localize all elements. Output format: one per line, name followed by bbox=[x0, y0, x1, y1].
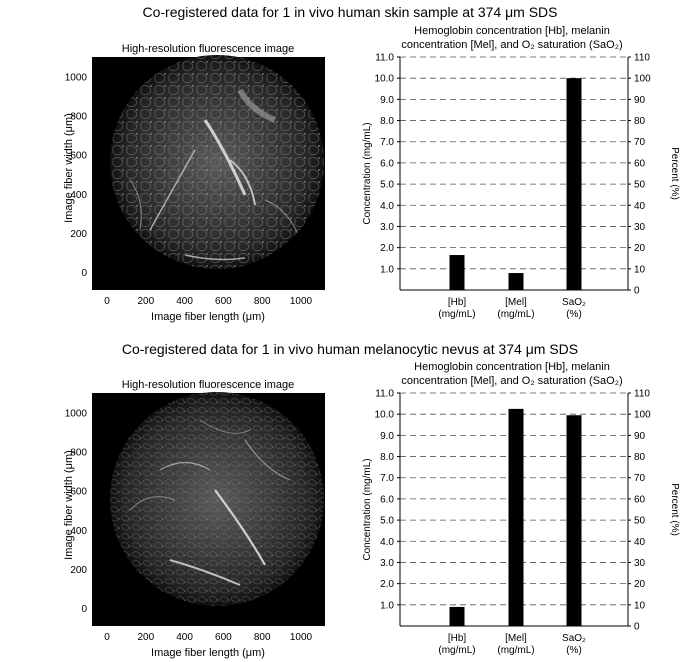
right-tick-label: 70 bbox=[634, 473, 646, 485]
left-tick-label: 5.0 bbox=[380, 179, 394, 191]
bar-0 bbox=[450, 607, 465, 626]
right-tick-label: 0 bbox=[634, 285, 640, 297]
image-2-ylabel: Image fiber width (μm) bbox=[63, 450, 75, 560]
bar-chart-2 bbox=[362, 361, 680, 656]
image-y-tick-label: 400 bbox=[70, 189, 87, 201]
image-x-tick-label: 1000 bbox=[289, 296, 313, 307]
category-label: (mg/mL) bbox=[497, 645, 535, 656]
category-label: SaO₂ bbox=[562, 633, 586, 644]
y-axis-label: Concentration (mg/mL) bbox=[362, 122, 373, 225]
y2-axis-label: Percent (%) bbox=[669, 483, 680, 536]
right-tick-label: 10 bbox=[634, 264, 646, 276]
bar-chart-1 bbox=[362, 25, 680, 320]
left-tick-label: 7.0 bbox=[380, 137, 394, 149]
left-tick-label: 11.0 bbox=[375, 52, 394, 64]
right-tick-label: 60 bbox=[634, 494, 646, 506]
image-y-tick-label: 0 bbox=[81, 268, 87, 279]
left-tick-label: 9.0 bbox=[380, 94, 394, 106]
image-2-xlabel: Image fiber length (μm) bbox=[151, 647, 265, 659]
right-tick-label: 20 bbox=[634, 243, 646, 255]
image-y-tick-label: 1000 bbox=[64, 408, 87, 420]
right-tick-label: 110 bbox=[634, 388, 650, 400]
left-tick-label: 5.0 bbox=[380, 515, 394, 527]
image-y-tick-label: 200 bbox=[70, 228, 87, 240]
category-label: [Hb] bbox=[447, 297, 467, 308]
category-label: SaO₂ bbox=[562, 297, 586, 308]
image-x-tick-label: 400 bbox=[176, 296, 193, 307]
image-x-tick-label: 200 bbox=[137, 296, 155, 307]
left-tick-label: 9.0 bbox=[380, 430, 394, 442]
image-y-tick-label: 800 bbox=[70, 111, 87, 123]
category-label: (mg/mL) bbox=[497, 309, 535, 320]
bar-1 bbox=[509, 409, 524, 626]
image-y-tick-label: 800 bbox=[70, 447, 87, 459]
right-tick-label: 110 bbox=[634, 52, 650, 64]
right-tick-label: 80 bbox=[634, 116, 646, 128]
left-tick-label: 2.0 bbox=[380, 579, 394, 591]
left-tick-label: 10.0 bbox=[374, 409, 394, 421]
left-tick-label: 1.0 bbox=[380, 600, 394, 612]
image-x-tick-label: 0 bbox=[104, 296, 110, 307]
right-tick-label: 40 bbox=[634, 536, 646, 548]
image-y-tick-label: 1000 bbox=[64, 72, 87, 84]
left-tick-label: 8.0 bbox=[380, 452, 394, 464]
right-tick-label: 30 bbox=[634, 221, 646, 233]
image-x-tick-label: 200 bbox=[137, 632, 155, 643]
right-tick-label: 90 bbox=[634, 430, 646, 442]
bar-chart-1-title-line-2: concentration [Mel], and O₂ saturation (SaO₂) bbox=[401, 39, 623, 51]
image-1-x-ticks bbox=[104, 296, 312, 307]
right-tick-label: 100 bbox=[634, 409, 651, 421]
panel-1-title: Co-registered data for 1 in vivo human skin sample at 374 μm SDS bbox=[142, 4, 558, 20]
category-label: (mg/mL) bbox=[438, 645, 476, 656]
category-label: [Hb] bbox=[447, 633, 467, 644]
category-label: (%) bbox=[566, 645, 582, 656]
category-label: [Mel] bbox=[505, 297, 527, 308]
fluorescence-image-1 bbox=[63, 43, 340, 323]
right-tick-label: 50 bbox=[634, 179, 646, 191]
left-tick-label: 6.0 bbox=[380, 158, 394, 170]
left-tick-label: 3.0 bbox=[380, 221, 394, 233]
category-label: (mg/mL) bbox=[438, 309, 476, 320]
right-tick-label: 20 bbox=[634, 579, 646, 591]
image-1-title: High-resolution fluorescence image bbox=[121, 43, 295, 55]
right-tick-label: 30 bbox=[634, 557, 646, 569]
image-x-tick-label: 600 bbox=[215, 296, 232, 307]
image-1-ylabel: Image fiber width (μm) bbox=[63, 113, 75, 223]
right-tick-label: 40 bbox=[634, 200, 646, 212]
bar-2 bbox=[567, 78, 582, 290]
left-tick-label: 1.0 bbox=[380, 264, 394, 276]
right-tick-label: 0 bbox=[634, 621, 640, 633]
image-x-tick-label: 1000 bbox=[289, 632, 313, 643]
y-axis-label: Concentration (mg/mL) bbox=[362, 458, 373, 561]
image-2-title: High-resolution fluorescence image bbox=[121, 379, 295, 391]
bar-chart-2-title-line-2: concentration [Mel], and O₂ saturation (SaO₂) bbox=[401, 375, 623, 387]
bar-0 bbox=[450, 255, 465, 290]
left-tick-label: 3.0 bbox=[380, 557, 394, 569]
panel-2-title: Co-registered data for 1 in vivo human melanocytic nevus at 374 μm SDS bbox=[121, 341, 579, 357]
image-x-tick-label: 600 bbox=[215, 632, 232, 643]
fluorescence-image-2 bbox=[63, 379, 340, 659]
left-tick-label: 2.0 bbox=[380, 243, 394, 255]
image-x-tick-label: 800 bbox=[253, 296, 271, 307]
right-tick-label: 90 bbox=[634, 94, 646, 106]
left-tick-label: 4.0 bbox=[380, 536, 394, 548]
left-tick-label: 11.0 bbox=[375, 388, 394, 400]
bar-chart-2-title-line-1: Hemoglobin concentration [Hb], melanin bbox=[414, 361, 610, 373]
image-x-tick-label: 0 bbox=[104, 632, 110, 643]
image-x-tick-label: 800 bbox=[253, 632, 271, 643]
left-tick-label: 7.0 bbox=[380, 473, 394, 485]
right-tick-label: 80 bbox=[634, 452, 646, 464]
left-tick-label: 8.0 bbox=[380, 116, 394, 128]
bar-2 bbox=[567, 415, 582, 626]
bar-1 bbox=[509, 273, 524, 290]
right-tick-label: 50 bbox=[634, 515, 646, 527]
image-2-x-ticks bbox=[104, 632, 312, 643]
image-x-tick-label: 400 bbox=[176, 632, 193, 643]
left-tick-label: 4.0 bbox=[380, 200, 394, 212]
image-y-tick-label: 200 bbox=[70, 564, 87, 576]
image-1-xlabel: Image fiber length (μm) bbox=[151, 311, 265, 323]
bar-chart-1-title-line-1: Hemoglobin concentration [Hb], melanin bbox=[414, 25, 610, 37]
right-tick-label: 70 bbox=[634, 137, 646, 149]
right-tick-label: 10 bbox=[634, 600, 646, 612]
image-y-tick-label: 0 bbox=[81, 604, 87, 615]
right-tick-label: 60 bbox=[634, 158, 646, 170]
left-tick-label: 10.0 bbox=[374, 73, 394, 85]
category-label: [Mel] bbox=[505, 633, 527, 644]
category-label: (%) bbox=[566, 309, 582, 320]
right-tick-label: 100 bbox=[634, 73, 651, 85]
left-tick-label: 6.0 bbox=[380, 494, 394, 506]
image-y-tick-label: 600 bbox=[70, 486, 87, 498]
image-y-tick-label: 400 bbox=[70, 525, 87, 537]
image-y-tick-label: 600 bbox=[70, 150, 87, 162]
y2-axis-label: Percent (%) bbox=[669, 147, 680, 200]
